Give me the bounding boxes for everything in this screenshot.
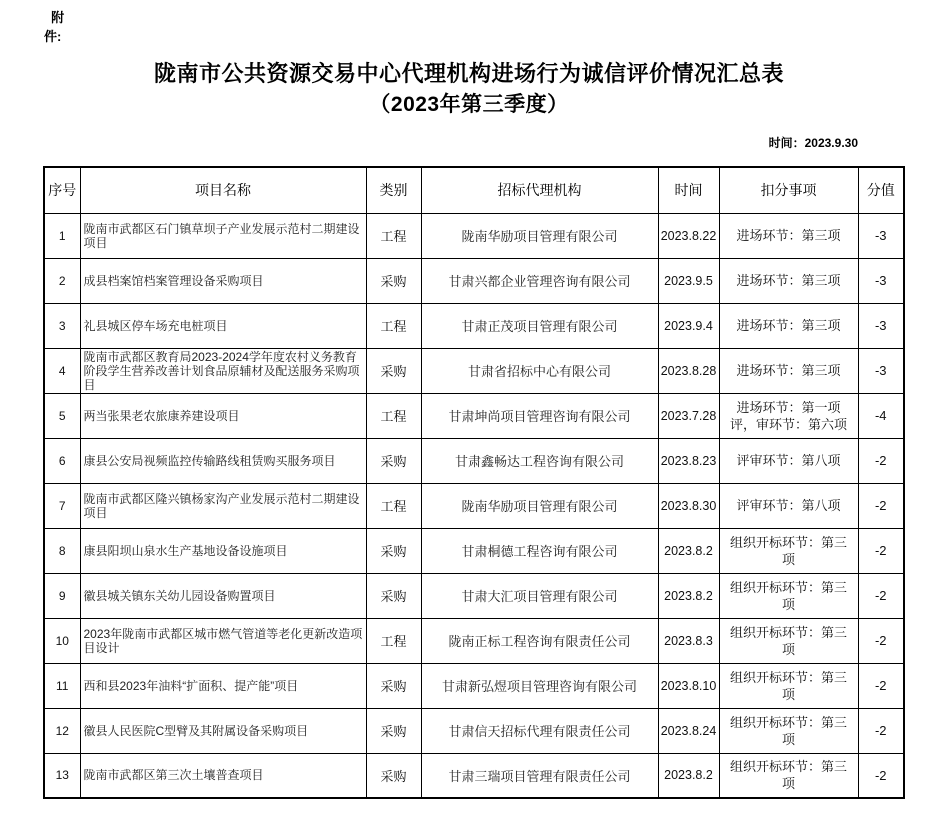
cell-date: 2023.8.28 (658, 348, 719, 393)
cell-project-name: 陇南市武都区教育局2023-2024学年度农村义务教育阶段学生营养改善计划食品原辅材及配送服务采购项目 (80, 348, 366, 393)
cell-serial-no: 7 (44, 483, 80, 528)
cell-agency: 陇南正标工程咨询有限责任公司 (421, 618, 658, 663)
cell-deduction-item (719, 618, 858, 663)
cell-date: 2023.9.5 (658, 258, 719, 303)
table-row (44, 753, 904, 798)
deduction-text: 组织开标环节：第三项 (729, 759, 847, 792)
cell-serial-no: 4 (44, 348, 80, 393)
cell-project-name: 陇南市武都区隆兴镇杨家沟产业发展示范村二期建设项目 (80, 483, 366, 528)
cell-deduction-item (719, 663, 858, 708)
cell-agency: 甘肃鑫畅达工程咨询有限公司 (421, 438, 658, 483)
cell-score: -3 (858, 303, 904, 348)
cell-deduction-item (719, 258, 858, 303)
header-project-name: 项目名称 (80, 167, 366, 213)
cell-deduction-item (719, 483, 858, 528)
cell-agency: 甘肃三瑞项目管理有限责任公司 (421, 753, 658, 798)
evaluation-summary-table (43, 166, 905, 799)
header-deduction-item: 扣分事项 (719, 167, 858, 213)
cell-serial-no: 12 (44, 708, 80, 753)
cell-project-name: 成县档案馆档案管理设备采购项目 (80, 258, 366, 303)
cell-score: -3 (858, 213, 904, 258)
cell-agency: 甘肃省招标中心有限公司 (421, 348, 658, 393)
header-agency: 招标代理机构 (421, 167, 658, 213)
deduction-text: 组织开标环节：第三项 (729, 624, 847, 657)
attachment-label: 附件: (44, 10, 65, 44)
cell-category: 采购 (366, 438, 421, 483)
cell-agency: 陇南华励项目管理有限公司 (421, 483, 658, 528)
cell-score: -4 (858, 393, 904, 438)
page-title: 陇南市公共资源交易中心代理机构进场行为诚信评价情况汇总表 (153, 61, 784, 86)
cell-deduction-item (719, 303, 858, 348)
header-category: 类别 (366, 167, 421, 213)
cell-agency: 甘肃兴都企业管理咨询有限公司 (421, 258, 658, 303)
cell-serial-no: 3 (44, 303, 80, 348)
cell-date: 2023.9.4 (658, 303, 719, 348)
deduction-text: 进场环节：第三项 (736, 363, 841, 378)
cell-project-name: 徽县城关镇东关幼儿园设备购置项目 (80, 573, 366, 618)
cell-project-name: 西和县2023年油料“扩面积、提产能”项目 (80, 663, 366, 708)
cell-agency: 甘肃桐德工程咨询有限公司 (421, 528, 658, 573)
cell-deduction-item (719, 438, 858, 483)
cell-agency: 陇南华励项目管理有限公司 (421, 213, 658, 258)
cell-score: -2 (858, 573, 904, 618)
cell-category: 工程 (366, 483, 421, 528)
cell-agency: 甘肃坤尚项目管理咨询有限公司 (421, 393, 658, 438)
cell-serial-no: 2 (44, 258, 80, 303)
cell-score: -2 (858, 663, 904, 708)
table-row (44, 663, 904, 708)
cell-deduction-item (719, 393, 858, 438)
cell-category: 采购 (366, 348, 421, 393)
table-row (44, 483, 904, 528)
header-score: 分值 (858, 167, 904, 213)
cell-category: 采购 (366, 573, 421, 618)
cell-score: -2 (858, 753, 904, 798)
cell-serial-no: 6 (44, 438, 80, 483)
cell-serial-no: 5 (44, 393, 80, 438)
header-serial-no: 序号 (44, 167, 80, 213)
cell-date: 2023.8.2 (658, 753, 719, 798)
cell-deduction-item (719, 573, 858, 618)
cell-score: -2 (858, 438, 904, 483)
cell-deduction-item (719, 708, 858, 753)
cell-score: -3 (858, 258, 904, 303)
table-row (44, 438, 904, 483)
deduction-text: 评审环节：第八项 (736, 498, 841, 513)
cell-date: 2023.8.30 (658, 483, 719, 528)
table-body (44, 213, 904, 798)
table-row (44, 573, 904, 618)
deduction-text: 组织开标环节：第三项 (729, 579, 847, 612)
deduction-text: 进场环节：第三项 (736, 318, 841, 333)
cell-project-name: 陇南市武都区第三次土壤普查项目 (80, 753, 366, 798)
cell-date: 2023.8.24 (658, 708, 719, 753)
cell-serial-no: 10 (44, 618, 80, 663)
cell-score: -2 (858, 528, 904, 573)
table-header-row (44, 167, 904, 213)
cell-project-name: 康县公安局视频监控传输路线租赁购买服务项目 (80, 438, 366, 483)
cell-category: 采购 (366, 708, 421, 753)
cell-score: -2 (858, 483, 904, 528)
cell-deduction-item (719, 348, 858, 393)
title-block (0, 58, 938, 120)
cell-date: 2023.8.10 (658, 663, 719, 708)
header-date: 时间 (658, 167, 719, 213)
cell-deduction-item (719, 213, 858, 258)
cell-date: 2023.7.28 (658, 393, 719, 438)
cell-serial-no: 13 (44, 753, 80, 798)
table-row (44, 258, 904, 303)
cell-category: 工程 (366, 213, 421, 258)
table-header (44, 167, 904, 213)
cell-date: 2023.8.23 (658, 438, 719, 483)
table-row (44, 213, 904, 258)
cell-category: 采购 (366, 663, 421, 708)
cell-date: 2023.8.2 (658, 528, 719, 573)
cell-serial-no: 1 (44, 213, 80, 258)
cell-agency: 甘肃大汇项目管理有限公司 (421, 573, 658, 618)
deduction-text: 进场环节：第三项 (736, 273, 841, 288)
cell-date: 2023.8.22 (658, 213, 719, 258)
deduction-text: 评审环节：第八项 (736, 453, 841, 468)
page-subtitle: （2023年第三季度） (369, 93, 569, 116)
cell-serial-no: 11 (44, 663, 80, 708)
table-row (44, 303, 904, 348)
cell-score: -2 (858, 708, 904, 753)
cell-project-name: 两当张果老农旅康养建设项目 (80, 393, 366, 438)
cell-project-name: 徽县人民医院C型臂及其附属设备采购项目 (80, 708, 366, 753)
cell-category: 采购 (366, 753, 421, 798)
cell-agency: 甘肃正茂项目管理有限公司 (421, 303, 658, 348)
table-row (44, 708, 904, 753)
table-row (44, 618, 904, 663)
deduction-text: 组织开标环节：第三项 (729, 534, 847, 567)
cell-serial-no: 8 (44, 528, 80, 573)
cell-deduction-item (719, 753, 858, 798)
cell-score: -3 (858, 348, 904, 393)
cell-agency: 甘肃信天招标代理有限责任公司 (421, 708, 658, 753)
table-row (44, 348, 904, 393)
deduction-text: 组织开标环节：第三项 (729, 669, 847, 702)
cell-serial-no: 9 (44, 573, 80, 618)
cell-category: 采购 (366, 528, 421, 573)
cell-score: -2 (858, 618, 904, 663)
cell-project-name: 礼县城区停车场充电桩项目 (80, 303, 366, 348)
cell-category: 工程 (366, 618, 421, 663)
deduction-text: 组织开标环节：第三项 (729, 714, 847, 747)
cell-project-name: 2023年陇南市武都区城市燃气管道等老化更新改造项目设计 (80, 618, 366, 663)
cell-date: 2023.8.3 (658, 618, 719, 663)
table-row (44, 528, 904, 573)
table-row (44, 393, 904, 438)
cell-category: 工程 (366, 393, 421, 438)
cell-date: 2023.8.2 (658, 573, 719, 618)
deduction-text: 进场环节：第三项 (736, 228, 841, 243)
deduction-text: 进场环节：第一项评，审环节：第六项 (729, 399, 847, 432)
cell-agency: 甘肃新弘煜项目管理咨询有限公司 (421, 663, 658, 708)
cell-project-name: 康县阳坝山泉水生产基地设备设施项目 (80, 528, 366, 573)
cell-category: 采购 (366, 258, 421, 303)
cell-deduction-item (719, 528, 858, 573)
report-date: 时间：2023.9.30 (768, 136, 858, 150)
cell-category: 工程 (366, 303, 421, 348)
cell-project-name: 陇南市武都区石门镇草坝子产业发展示范村二期建设项目 (80, 213, 366, 258)
